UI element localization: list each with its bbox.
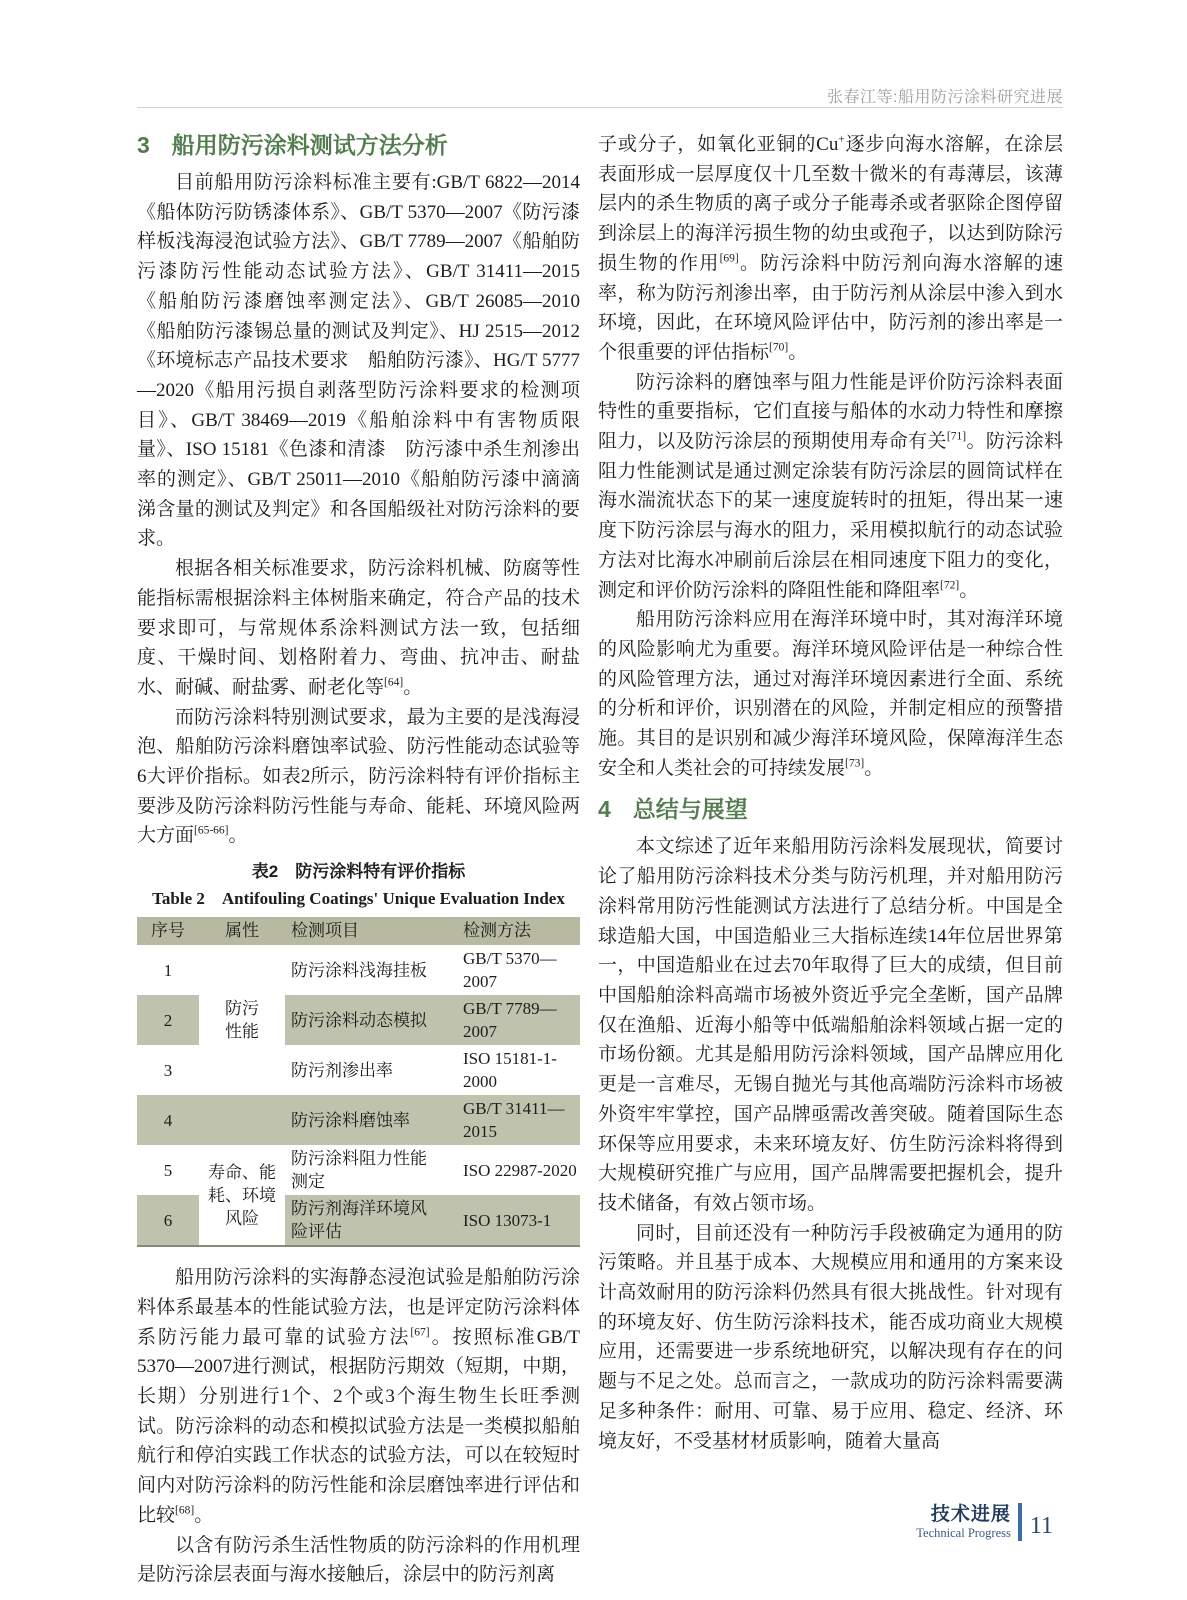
cell-item: 防污涂料浅海挂板 [291,960,427,980]
para-general-requirements [137,554,580,703]
cell-method: ISO 13073-1 [459,1195,580,1246]
citation-ref: [70] [769,341,789,354]
paragraph-text: 本文综述了近年来船用防污涂料发展现状，简要讨论了船用防污涂料技术分类与防污机理，并对船用防污涂料常用防污性能测试方法进行了总结分析。中国是全球造船大国，中国造船业三大指标连续14年位居世界第一，中国造船业在过去70年取得了巨大的成绩，但目前中国船舶涂料高端市场被外资近乎完全垄断，国产品牌仅在渔船、近海小船等中低端船舶涂料领域占据一定的市场份额。尤其是船用防污涂料领域，国产品牌应用化更是一言难尽，无锡自抛光与其他高端防污涂料市场被外资牢牢掌控，国产品牌亟需改善突破。随着国际生态环保等应用要求，未来环境友好、仿生防污涂料将得到大规模研究推广与应用，国产品牌需要把握机会，提升技术储备，有效占领市场。 [598,836,1063,1214]
paragraph-text: 。 [788,341,808,363]
table-2 [137,861,580,1247]
cell-no: 1 [163,960,173,980]
paragraph-text: 以含有防污杀生活性物质的防污涂料的作用机理是防污涂层表面与海水接触后，涂层中的防污剂离 [137,1534,580,1586]
item-line: 防污剂海洋环境风 [291,1199,427,1219]
paragraph-text: 目前船用防污涂料标准主要有:GB/T 6822—2014《船体防污防锈漆体系》、GB/T 5370—2007《防污漆样板浅海浸泡试验方法》、GB/T 7789—2007《船舶防污漆防污性能动态试验方法》、GB/T 31411—2015《船舶防污漆磨蚀率测定法》、GB/T 26085—2010《船舶防污漆锡总量的测试及判定》、HJ 2515—2012《环境标志产品技术要求 船舶防污漆》、HG/T 5777—2020《船用污损自剥落型防污涂料要求的检测项目》、GB/T 38469—2019《船舶涂料中有害物质限量》、ISO 15181《色漆和清漆 防污漆中杀生剂渗出率的测定》、GB/T 25011—2010《船舶防污漆中滴滴涕含量的测试及判定》和各国船级社对防污涂料的要求。 [137,172,580,550]
paragraph-text: 而防污涂料特别测试要求，最为主要的是浅海浸泡、船舶防污涂料磨蚀率试验、防污性能动态试验等6大评价指标。如表2所示，防污涂料特有评价指标主要涉及防污涂料防污性能与寿命、能耗、环境风险两大方面 [137,706,580,847]
citation-ref: [67] [410,1326,430,1339]
cell-no: 6 [137,1195,199,1246]
section-number: 3 [137,132,150,158]
section-title: 船用防污涂料测试方法分析 [171,132,448,158]
cell-attr-spacer [199,1095,285,1145]
citation-ref: [69] [719,252,739,265]
table-row [137,1145,580,1195]
cell-method: GB/T 5370—2007 [463,949,557,992]
table-caption-zh: 表2 防污涂料特有评价指标 [251,862,466,882]
column-header-item: 检测项目 [285,917,459,945]
footer-section-label [916,1504,1011,1541]
cell-method: GB/T 7789—2007 [459,995,580,1045]
section-title: 总结与展望 [632,796,748,823]
item-line: 测定 [291,1172,325,1192]
citation-ref: [64] [384,676,404,689]
citation-ref: [65-66] [194,825,229,838]
attr-line: 风险 [225,1208,259,1228]
para-biocide-mechanism [137,1531,580,1590]
page-number: 11 [1029,1512,1053,1539]
paragraph-text: 。 [228,825,248,847]
cell-method: ISO 15181-1-2000 [463,1049,557,1092]
superscript-plus: + [838,133,845,146]
paragraph-text: 。 [403,676,423,698]
attr-line: 耗、环境 [208,1185,276,1205]
para-biocide-mechanism-cont [598,130,1063,368]
item-line: 险评估 [291,1222,342,1242]
paragraph-text: 。防污涂料中防污剂向海水溶解的速率，称为防污剂渗出率，由于防污剂从涂层中渗入到水环境，因此，在环境风险评估中，防污剂的渗出率是一个很重要的评估指标 [598,252,1063,363]
footer-divider-bar [1018,1503,1022,1541]
cell-item: 防污剂渗出率 [291,1060,393,1080]
cell-attr-lifetime-energy-risk [199,1145,285,1246]
cell-method: ISO 22987-2020 [463,1160,577,1180]
evaluation-index-table [137,917,580,1247]
attr-line: 防污 [225,999,259,1019]
citation-ref: [72] [940,579,960,592]
cell-method: GB/T 31411—2015 [459,1095,580,1145]
cell-no: 5 [163,1160,173,1180]
paragraph-text: 。 [194,1504,214,1526]
cell-item [285,1145,459,1195]
footer-label-en: Technical Progress [916,1525,1011,1540]
citation-ref: [73] [845,757,865,770]
table-row [137,1095,580,1145]
para-standards [137,168,580,554]
header-rule [137,107,1063,108]
section-4-heading [598,794,1063,824]
attr-line: 性能 [225,1022,259,1042]
cell-attr-antifouling [199,945,285,1095]
para-summary [598,832,1063,1218]
item-line: 防污涂料阻力性能 [291,1149,427,1169]
citation-ref: [68] [175,1504,195,1517]
table-header-row [137,917,580,945]
left-column [137,130,580,1590]
page-footer [916,1503,1053,1541]
cell-no: 4 [137,1095,199,1145]
cell-no: 3 [163,1060,173,1080]
running-head: 张春江等:船用防污涂料研究进展 [827,89,1063,106]
section-number: 4 [598,796,611,823]
paragraph-text: 。 [864,757,884,779]
column-header-no: 序号 [137,917,199,945]
para-outlook [598,1219,1063,1457]
para-erosion-resistance [598,368,1063,606]
para-special-tests [137,703,580,852]
paragraph-text: 船用防污涂料应用在海洋环境中时，其对海洋环境的风险影响尤为重要。海洋环境风险评估是一种综合性的风险管理方法，通过对海洋环境因素进行全面、系统的分析和评价，识别潜在的风险，并制定相应的预警措施。其目的是识别和减少海洋环境风险，保障海洋生态安全和人类社会的可持续发展 [598,609,1063,779]
paragraph-text: 。防污涂料阻力性能测试是通过测定涂装有防污涂层的圆筒试样在海水湍流状态下的某一速度旋转时的扭矩，得出某一速度下防污涂层与海水的阻力，采用模拟航行的动态试验方法对比海水冲刷前后涂层在相同速度下阻力的变化，测定和评价防污涂料的降阻性能和降阻率 [598,431,1063,601]
section-3-heading [137,130,580,160]
cell-item [285,1195,459,1246]
paragraph-text: 同时，目前还没有一种防污手段被确定为通用的防污策略。并且基于成本、大规模应用和通用的方案来设计高效耐用的防污涂料仍然具有很大挑战性。针对现有的环境友好、仿生防污涂料技术，能否成功商业大规模应用，还需要进一步系统地研究，以解决现有存在的问题与不足之处。总而言之，一款成功的防污涂料需要满足多种条件：耐用、可靠、易于应用、稳定、经济、环境友好，不受基材材质影响，随着大量高 [598,1222,1063,1452]
citation-ref: [71] [946,430,967,443]
paragraph-text: 子或分子，如氧化亚铜的Cu [598,134,839,155]
column-header-method: 检测方法 [459,917,580,945]
paragraph-text: 船用防污涂料的实海静态浸泡试验是船舶防污涂料体系最基本的性能试验方法，也是评定防污涂料体系防污能力最可靠的试验方法 [137,1267,580,1348]
table-row [137,945,580,995]
attr-line: 寿命、能 [208,1162,276,1182]
cell-item: 防污涂料动态模拟 [285,995,459,1045]
two-column-body [137,130,1063,1590]
paragraph-text: 防污涂料的磨蚀率与阻力性能是评价防污涂料表面特性的重要指标，它们直接与船体的水动力特性和摩擦阻力，以及防污涂层的预期使用寿命有关 [598,371,1063,453]
cell-no: 2 [137,995,199,1045]
table-caption-en: Table 2 Antifouling Coatings' Unique Evaluation Index [152,889,565,909]
paragraph-text: 。 [959,579,979,601]
column-header-attr: 属性 [199,917,285,945]
para-static-immersion [137,1263,580,1530]
paragraph-text: 根据各相关标准要求，防污涂料机械、防腐等性能指标需根据涂料主体树脂来确定，符合产品的技术要求即可，与常规体系涂料测试方法一致，包括细度、干燥时间、划格附着力、弯曲、抗冲击、耐盐水、耐碱、耐盐雾、耐老化等 [137,558,580,698]
cell-item: 防污涂料磨蚀率 [285,1095,459,1145]
paragraph-text: 。按照标准GB/T 5370—2007进行测试，根据防污期效（短期，中期，长期）分别进行1个、2个或3个海生物生长旺季测试。防污涂料的动态和模拟试验方法是一类模拟船舶航行和停泊实践工作状态的试验方法，可以在较短时间内对防污涂料的防污性能和涂层磨蚀率进行评估和比较 [137,1326,580,1526]
para-marine-risk [598,605,1063,783]
footer-label-zh: 技术进展 [930,1503,1011,1525]
right-column [598,130,1063,1590]
paragraph-text: 逐步向海水溶解，在涂层表面形成一层厚度仅十几至数十微米的有毒薄层，该薄层内的杀生物质的离子或分子能毒杀或者驱除企图停留到涂层上的海洋污损生物的幼虫或孢子，以达到防除污损生物的作用 [598,134,1063,274]
